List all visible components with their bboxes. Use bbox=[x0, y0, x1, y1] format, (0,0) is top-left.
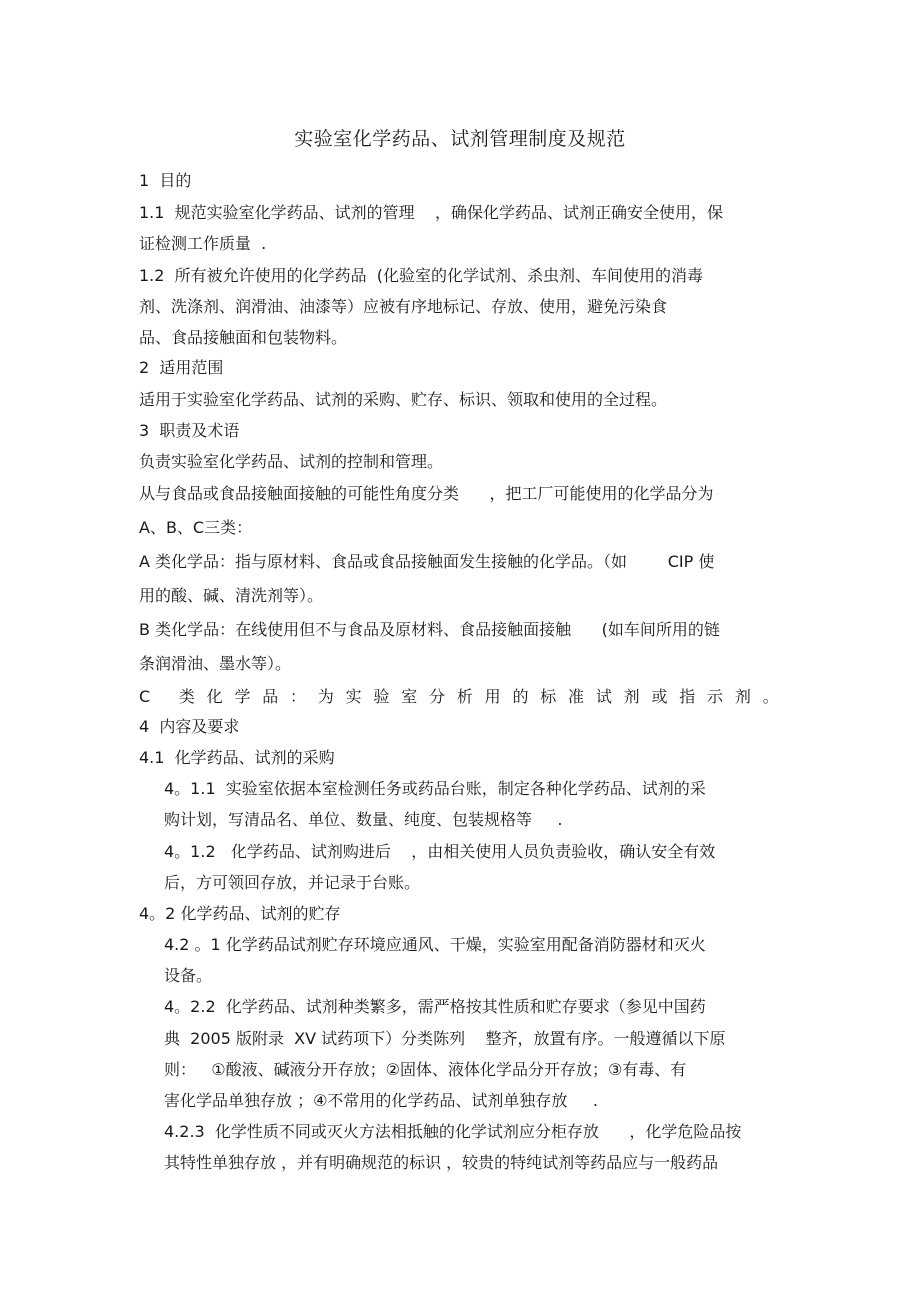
text-line: 购计划，写清品名、单位、数量、纯度、包装规格等 . bbox=[164, 810, 563, 829]
text-line: 品、食品接触面和包装物料。 bbox=[139, 328, 348, 347]
text-line: 4.1 化学药品、试剂的采购 bbox=[139, 748, 335, 767]
text-line: A、B、C三类： bbox=[139, 518, 253, 537]
text-line: 设备。 bbox=[164, 966, 213, 985]
text-line: 条润滑油、墨水等）。 bbox=[139, 654, 292, 673]
text-line: 4。1.2 化学药品、试剂购进后 ，由相关使用人员负责验收，确认安全有效 bbox=[164, 842, 716, 861]
text-line: 4 内容及要求 bbox=[139, 717, 240, 736]
text-line: C 类化学品：为实验室分析用的标准试剂或指示剂。 bbox=[139, 687, 791, 706]
text-line: 3 职责及术语 bbox=[139, 421, 240, 440]
text-line: 1.2 所有被允许使用的化学药品 (化验室的化学试剂、杀虫剂、车间使用的消毒 bbox=[139, 266, 704, 285]
text-line: 2 适用范围 bbox=[139, 358, 224, 377]
text-line: 4.2 。1 化学药品试剂贮存环境应通风、干燥，实验室用配备消防器材和灭火 bbox=[164, 935, 706, 954]
text-line: 后，方可领回存放，并记录于台账。 bbox=[164, 873, 421, 892]
text-line: 1 目的 bbox=[139, 171, 192, 190]
text-line: 4.2.3 化学性质不同或灭火方法相抵触的化学试剂应分柜存放 ，化学危险品按 bbox=[164, 1122, 742, 1141]
text-line: 则： ①酸液、碱液分开存放；②固体、液体化学品分开存放；③有毒、有 bbox=[164, 1060, 687, 1079]
text-line: 4。2 化学药品、试剂的贮存 bbox=[139, 904, 341, 923]
text-line: 证检测工作质量 . bbox=[139, 234, 267, 253]
text-line: 4。1.1 实验室依据本室检测任务或药品台账，制定各种化学药品、试剂的采 bbox=[164, 779, 706, 798]
text-line: 用的酸、碱、清洗剂等）。 bbox=[139, 586, 324, 605]
text-line: B 类化学品：在线使用但不与食品及原材料、食品接触面接触 (如车间所用的链 bbox=[139, 620, 720, 639]
text-line: 4。2.2 化学药品、试剂种类繁多，需严格按其性质和贮存要求（参见中国药 bbox=[164, 997, 706, 1016]
text-line: 负责实验室化学药品、试剂的控制和管理。 bbox=[139, 452, 444, 471]
text-line: A 类化学品：指与原材料、食品或食品接触面发生接触的化学品。（如 CIP 使 bbox=[139, 552, 715, 571]
text-line: 从与食品或食品接触面接触的可能性角度分类 ，把工厂可能使用的化学品分为 bbox=[139, 484, 714, 503]
text-line: 剂、洗涤剂、润滑油、油漆等）应被有序地标记、存放、使用，避免污染食 bbox=[139, 297, 668, 316]
text-line: 典 2005 版附录 XV 试药项下）分类陈列 整齐，放置有序。一般遵循以下原 bbox=[164, 1029, 726, 1048]
text-line: 害化学品单独存放 ；④不常用的化学药品、试剂单独存放 . bbox=[164, 1091, 598, 1110]
text-line: 其特性单独存放 ，并有明确规范的标识 ，较贵的特纯试剂等药品应与一般药品 bbox=[164, 1153, 719, 1172]
text-line: 适用于实验室化学药品、试剂的采购、贮存、标识、领取和使用的全过程。 bbox=[139, 390, 668, 409]
document-title: 实验室化学药品、试剂管理制度及规范 bbox=[294, 128, 626, 150]
text-line: 1.1 规范实验室化学药品、试剂的管理 ，确保化学药品、试剂正确安全使用，保 bbox=[139, 203, 723, 222]
